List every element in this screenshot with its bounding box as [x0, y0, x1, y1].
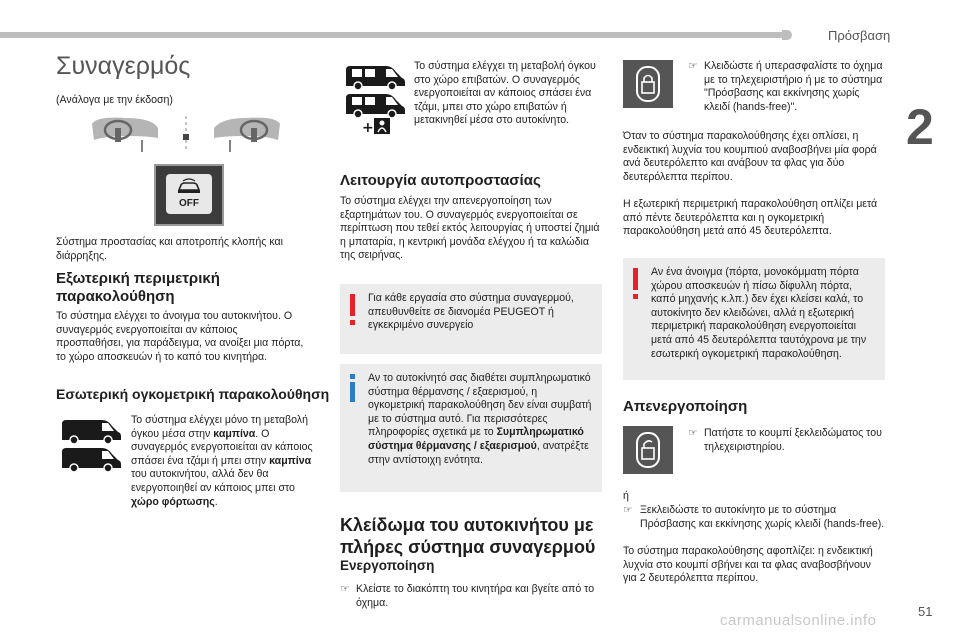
- bullet-arrow: ☞: [688, 427, 698, 439]
- van-icon-bottom: [62, 448, 121, 472]
- van-cabin-illustration: [58, 414, 124, 472]
- activation-heading: Ενεργοποίηση: [340, 558, 435, 573]
- intro-text: Σύστημα προστασίας και αποτροπής κλοπής και διάρρηξης.: [56, 236, 284, 262]
- warning-icon: [633, 268, 638, 290]
- page-title: Συναγερμός: [56, 52, 191, 80]
- or-text: ή: [623, 490, 629, 502]
- dealer-warning-text: Για κάθε εργασία στο σύστημα συναγερμού, απευθυνθείτε σε διανομέα PEUGEOT ή εγκεκριμένο συνεργείο: [368, 292, 574, 332]
- chapter-number: 2: [906, 99, 934, 155]
- selfprotection-text: Το σύστημα ελέγχει την απενεργοποίηση των εξαρτημάτων του. Ο συναγερμός ενεργοποιείται σε περίπτωση που τεθεί εκτός λειτουργίας ή υποστεί ζημιά η μπαταρία, η κεντρική μονάδα ελέγχου ή τα καλώδια της σειρήνας.: [340, 195, 600, 262]
- lock-text: Κλειδώστε ή υπερασφαλίστε το όχημα με το τηλεχειριστήριο ή με το σύστημα "Πρόσβασης και εκκίνησης χωρίς κλειδί (hands-free)".: [704, 60, 883, 113]
- button-position-marker: [183, 134, 189, 140]
- header-rule: [0, 32, 782, 38]
- perimeter-heading: Εξωτερική περιμετρική παρακολούθηση: [56, 270, 220, 305]
- off-label: OFF: [179, 198, 199, 209]
- unlock-icon: [636, 432, 660, 468]
- selfprotection-heading: Λειτουργία αυτοπροστασίας: [340, 172, 541, 189]
- warning-icon-dot: [633, 294, 638, 299]
- unlock-key-illustration: [623, 426, 673, 474]
- steering-wheel-right: [214, 118, 280, 142]
- watermark: carmanualsonline.info: [720, 612, 877, 629]
- dashboard-illustration: [86, 112, 286, 156]
- load-area-text: Το σύστημα ελέγχει τη μεταβολή όγκου στο χώρο επιβατών. Ο συναγερμός ενεργοποιείται αν κάποιος σπάσει ένα τζάμι, μπει στο χώρο επιβατών ή μετακινηθεί μέσα στο αυτοκίνητο.: [414, 60, 596, 127]
- passenger-van-icon-top: [346, 66, 405, 90]
- subtitle: (Ανάλογα με την έκδοση): [56, 94, 173, 106]
- passenger-van-icon-bottom: [346, 94, 405, 118]
- disarm-text: Το σύστημα παρακολούθησης αφοπλίζει: η ενδεικτική λυχνία στο κουμπί σβήνει και τα φλας αναβοσβήνουν για 2 δευτερόλεπτα περίπου.: [623, 545, 873, 585]
- perimeter-text: Το σύστημα ελέγχει το άνοιγμα του αυτοκινήτου. Ο συναγερμός ενεργοποιείται αν κάποιος προσπαθήσει, για παράδειγμα, να ανοίξει μια πόρτα, το χώρο αποσκευών ή το καπό του κινητήρα.: [56, 310, 304, 363]
- heater-info-text: Αν το αυτοκίνητό σας διαθέτει συμπληρωματικό σύστημα θέρμανσης / εξαερισμού, η ογκομετρική παρακολούθηση δεν είναι συμβατή με το σύστημα αυτό. Για περισσότερες πληροφορίες σχετικά με το Συμπληρωματικό σύστημα θέρμανσης / εξαερισμού, ανατρέξτε στην αντίστοιχη ενότητα.: [368, 372, 592, 466]
- unlock-text: Πατήστε το κουμπί ξεκλειδώματος του τηλεχειριστηρίου.: [704, 427, 882, 453]
- bullet-arrow: ☞: [340, 583, 350, 595]
- page-number: 51: [918, 604, 933, 619]
- activation-text: Κλείστε το διακόπτη του κινητήρα και βγείτε από το όχημα.: [356, 583, 595, 609]
- volumetric-text: Το σύστημα ελέγχει μόνο τη μεταβολή όγκου μέσα στην καμπίνα. Ο συναγερμός ενεργοποιείται αν κάποιος σπάσει ένα τζάμι ή μπει στην καμπίνα του αυτοκινήτου, αλλά δεν θα ενεργοποιηθεί αν κάποιος μπει στο χώρο φόρτωσης.: [131, 414, 313, 508]
- keyless-text: Ξεκλειδώστε το αυτοκίνητο με το σύστημα Πρόσβασης και εκκίνησης χωρίς κλειδί (hands-free).: [640, 504, 885, 530]
- heater-info-box: [340, 364, 602, 492]
- alarm-off-button-illustration: [154, 164, 224, 226]
- bullet-arrow: ☞: [623, 504, 633, 516]
- lock-alarm-heading: Κλείδωμα του αυτοκινήτου με πλήρες σύστημα συναγερμού: [340, 515, 596, 557]
- van-icon-top: [62, 420, 121, 444]
- plus-heater-icon: [362, 118, 390, 136]
- armed-text: Όταν το σύστημα παρακολούθησης έχει οπλίσει, η ενδεικτική λυχνία του κουμπιού αναβοσβήνει μία φορά ανά δευτερόλεπτο και ανάβουν τα φλας για δύο δευτερόλεπτα περίπου.: [623, 130, 877, 183]
- section-label: Πρόσβαση: [828, 28, 891, 43]
- steering-wheel-left: [92, 118, 158, 142]
- warning-icon: [350, 294, 355, 316]
- deactivation-heading: Απενεργοποίηση: [623, 398, 748, 415]
- info-icon: [350, 382, 355, 402]
- warning-icon-dot: [350, 320, 355, 325]
- header-rule-end: [782, 30, 792, 40]
- car-alarm-icon: [175, 178, 203, 196]
- bullet-arrow: ☞: [688, 60, 698, 72]
- dealer-warning-box: [340, 284, 602, 354]
- delay-text: Η εξωτερική περιμετρική παρακολούθηση οπλίζει μετά από πέντε δευτερόλεπτα και η ογκομετρική παρακολούθηση μετά από 45 δευτερόλεπτα.: [623, 198, 878, 238]
- van-passenger-illustration: [342, 60, 412, 136]
- svg-text:+: +: [362, 120, 374, 136]
- info-icon-dot: [350, 374, 355, 379]
- alarm-button-face: [166, 174, 212, 214]
- lock-icon: [636, 66, 660, 102]
- volumetric-heading: Εσωτερική ογκομετρική παρακολούθηση: [56, 386, 330, 402]
- lock-key-illustration: [623, 60, 673, 108]
- open-door-warning-text: Αν ένα άνοιγμα (πόρτα, μονοκόμματη πόρτα χώρου αποσκευών ή πίσω δίφυλλη πόρτα, καπό μηχανής κ.λπ.) δεν έχει κλείσει καλά, το αυτοκίνητο δεν κλειδώνει, αλλά η εξωτερική περιμετρική παρακολούθηση ενεργοποιείται μετά από 45 δευτερόλεπτα ταυτόχρονα με την εσωτερική ογκομετρική παρακολούθηση.: [651, 266, 867, 360]
- open-door-warning-box: [623, 258, 885, 380]
